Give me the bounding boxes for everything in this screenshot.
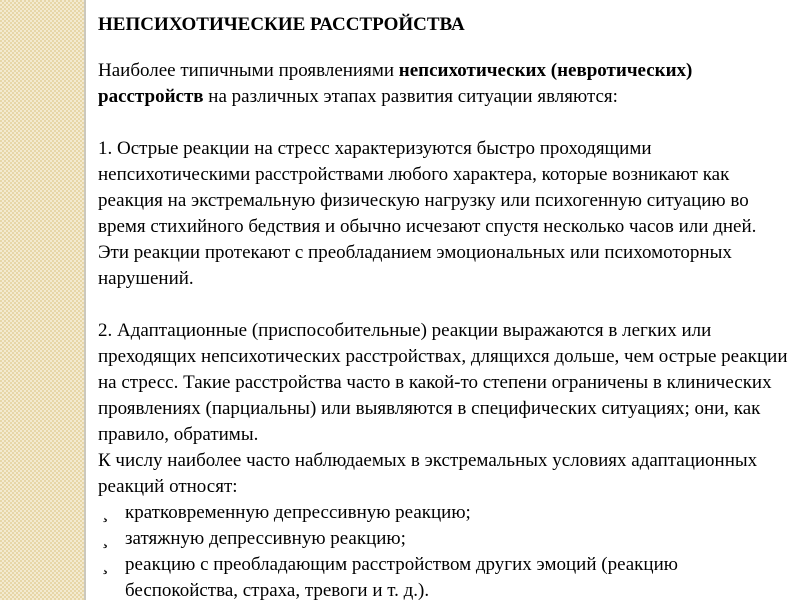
slide-content [98,12,790,600]
paragraph-adaptive-reactions: 2. Адаптационные (приспособительные) реакции выражаются в легких или преходящих непсихотических расстройствах, длящихся дольше, чем острые реакции на стресс. Такие расстройства часто в какой-то степени ограничены в клинических проявлениях (парциальны) или выявляются в специфических ситуациях; они, как правило, обратимы. [98,320,788,445]
intro-bold-phrase: непсихотических (невротических) расстройств [98,60,693,107]
slide-title: НЕПСИХОТИЧЕСКИЕ РАССТРОЙСТВА [98,14,465,35]
adaptive-reactions-list [98,500,790,600]
paragraph-acute-stress-reactions: 1. Острые реакции на стресс характеризуются быстро проходящими непсихотическими расстройствами любого характера, которые возникают как реакция на экстремальную физическую нагрузку или психогенную ситуацию во время стихийного бедствия и обычно исчезают спустя несколько часов или дней. Эти реакции протекают с преобладанием эмоциональных или психомоторных нарушений. [98,138,757,289]
list-item-text: реакцию с преобладающим расстройством других эмоций (реакцию беспокойства, страха, тревоги и т. д.). [125,554,678,600]
list-item-text: затяжную депрессивную реакцию; [125,528,406,549]
left-decorative-strip [0,0,86,600]
list-item [98,526,790,552]
bullet-marker-icon: ¸ [102,528,109,549]
bullet-marker-icon: ¸ [102,502,109,523]
intro-tail-text: на различных этапах развития ситуации являются: [203,86,618,107]
paragraph-list-lead-in: К числу наиболее часто наблюдаемых в экстремальных условиях адаптационных реакций относят: [98,450,758,497]
list-item [98,500,790,526]
bullet-marker-icon: ¸ [102,554,109,575]
intro-paragraph [98,58,790,110]
intro-lead-text: Наиболее типичными проявлениями [98,60,399,81]
list-item [98,552,790,600]
list-item-text: кратковременную депрессивную реакцию; [125,502,471,523]
